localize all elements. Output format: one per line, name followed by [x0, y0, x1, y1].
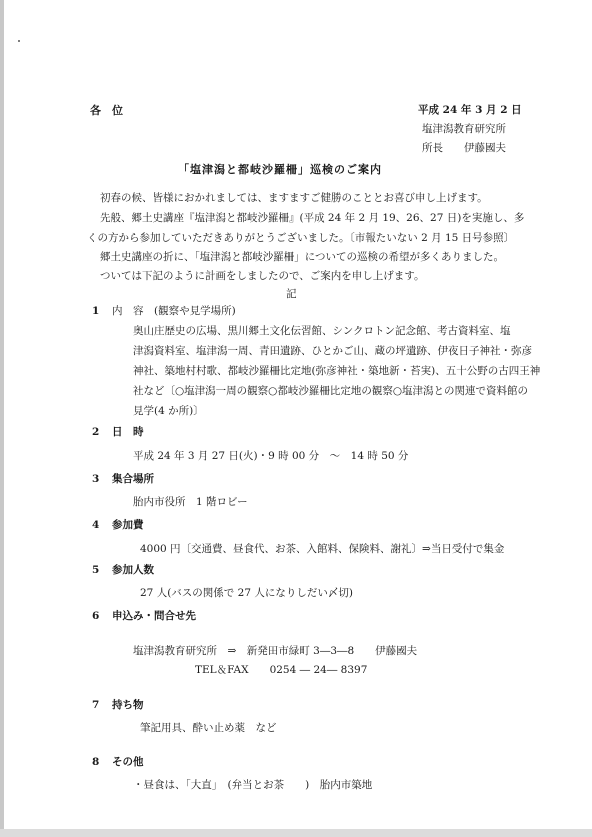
section-number: 8 — [92, 756, 100, 768]
section-heading: 参加費 — [112, 519, 144, 531]
section-line: ・昼食は、「大直」 (弁当とお茶 ) 胎内市築地 — [133, 779, 373, 791]
intro-line: ついては下記のように計画をしましたので、ご案内を申し上げます。 — [100, 270, 425, 282]
section-number: 2 — [92, 426, 100, 438]
section-number: 1 — [92, 305, 100, 317]
intro-line: 郷土史講座の折に、「塩津潟と都岐沙羅柵」についての巡検の希望が多くありました。 — [100, 251, 505, 263]
section-number: 6 — [92, 610, 100, 622]
addressee: 各 位 — [90, 104, 123, 117]
scan-edge-bottom — [0, 829, 592, 837]
section-line: 見学(4 か所)〕 — [133, 405, 204, 417]
scan-speck — [18, 40, 20, 42]
section-heading: 集合場所 — [112, 473, 154, 485]
section-line: 筆記用具、酔い止め薬 など — [140, 722, 277, 734]
document-title: 「塩津潟と都岐沙羅柵」巡検のご案内 — [178, 163, 382, 176]
ki-marker: 記 — [286, 288, 297, 300]
section-number: 7 — [92, 699, 100, 711]
document-date: 平成 24 年 3 月 2 日 — [418, 104, 522, 116]
section-heading: 申込み・問合せ先 — [112, 610, 196, 622]
section-heading: 持ち物 — [112, 699, 144, 711]
section-line: 社など〔○塩津潟一周の観察○都岐沙羅柵比定地の観察○塩津潟との関連で資料館の — [133, 385, 528, 397]
section-number: 3 — [92, 473, 100, 485]
section-line: 奥山庄歴史の広場、黒川郷土文化伝習館、シンクロトン記念館、考古資料室、塩 — [133, 325, 511, 337]
contact-line: 塩津潟教育研究所 ⇒ 新発田市緑町 3―3―8 伊藤國夫 — [133, 645, 418, 657]
intro-line: 初春の候、皆様におかれましては、ますますご健勝のこととお喜び申し上げます。 — [100, 192, 488, 204]
section-number: 4 — [92, 519, 100, 531]
section-heading: その他 — [112, 756, 144, 768]
contact-phone: TEL＆FAX 0254 ― 24― 8397 — [195, 664, 368, 676]
section-heading: 内 容 (観察や見学場所) — [112, 305, 236, 317]
section-heading: 参加人数 — [112, 564, 154, 576]
section-line: 胎内市役所 1 階ロビー — [133, 496, 248, 508]
sender-organization: 塩津潟教育研究所 — [422, 123, 506, 135]
intro-line: くの方から参加していただきありがとうございました。〔市報たいない 2 月 15 日号参照〕 — [87, 232, 515, 244]
scan-edge-left — [0, 0, 4, 837]
intro-line: 先般、郷土史講座『塩津潟と都岐沙羅柵』(平成 24 年 2 月 19、26、27 日)を実施し、多 — [100, 212, 525, 224]
section-heading: 日 時 — [112, 426, 144, 438]
section-line: 27 人(バスの関係で 27 人になりしだい〆切) — [140, 587, 353, 599]
section-number: 5 — [92, 564, 100, 576]
sender-name: 所長 伊藤國夫 — [422, 142, 506, 154]
section-line: 神社、築地村村歌、都岐沙羅柵比定地(弥彦神社・築地新・苔実)、五十公野の古四王神 — [133, 365, 541, 377]
section-line: 津潟資料室、塩津潟一周、青田遺跡、ひとかご山、蔵の坪遺跡、伊夜日子神社・弥彦 — [133, 345, 532, 357]
section-line: 4000 円〔交通費、昼食代、お茶、入館料、保険料、謝礼〕⇒当日受付で集金 — [140, 543, 505, 555]
section-line: 平成 24 年 3 月 27 日(火)・9 時 00 分 ～ 14 時 50 分 — [133, 450, 409, 462]
